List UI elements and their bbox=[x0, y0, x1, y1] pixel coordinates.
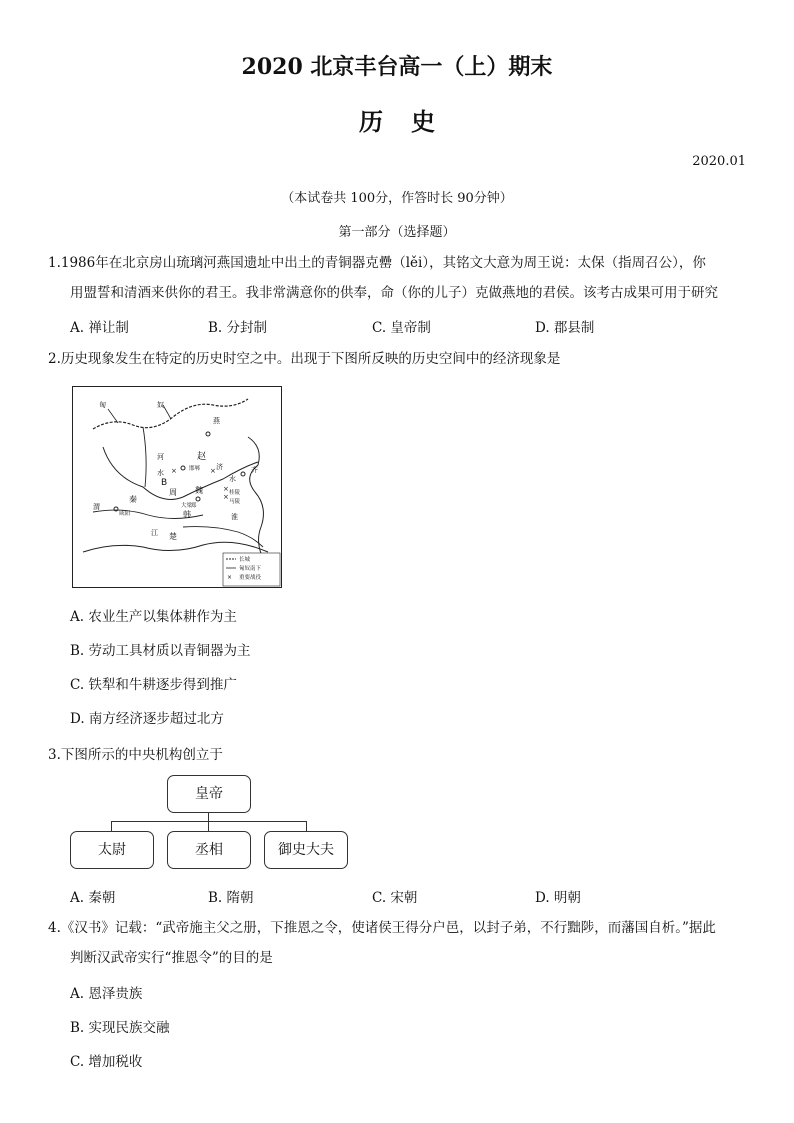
label-wei: 魏 bbox=[195, 486, 203, 495]
connector bbox=[111, 821, 307, 822]
battle-mark: × bbox=[210, 467, 216, 475]
q4-option-a[interactable]: A. 恩泽贵族 bbox=[70, 986, 143, 1002]
option-d[interactable]: D. 郡县制 bbox=[535, 320, 595, 336]
warring-states-map bbox=[72, 386, 282, 588]
subject-heading: 历史 bbox=[359, 107, 463, 136]
label-b: B bbox=[161, 478, 168, 488]
map-legend bbox=[223, 553, 280, 586]
label-guiling: 桂陵 bbox=[229, 490, 241, 496]
connector bbox=[111, 821, 112, 831]
question-2 bbox=[48, 344, 748, 374]
xiongnu-arrow bbox=[108, 409, 118, 423]
label-maling: 马陵 bbox=[229, 499, 241, 505]
connector bbox=[208, 821, 209, 831]
option-a[interactable]: A. 秦朝 bbox=[70, 890, 116, 906]
q2-option-b[interactable]: B. 劳动工具材质以青铜器为主 bbox=[70, 643, 251, 659]
label-xianyang: 咸阳 bbox=[119, 511, 131, 517]
label-zhao: 赵 bbox=[197, 452, 207, 462]
label-han: 韩 bbox=[183, 510, 191, 519]
city-dot bbox=[206, 432, 210, 436]
label-daliang: 大梁 bbox=[181, 503, 193, 509]
question-3-options bbox=[70, 886, 750, 910]
option-b[interactable]: B. 隋朝 bbox=[208, 890, 254, 906]
question-1 bbox=[48, 248, 748, 308]
label-shui2: 水 bbox=[229, 475, 236, 483]
connector bbox=[306, 821, 307, 831]
label-jiang: 江 bbox=[151, 529, 158, 537]
svg-text:×: × bbox=[227, 574, 233, 581]
option-c[interactable]: C. 宋朝 bbox=[372, 890, 418, 906]
option-d[interactable]: D. 明朝 bbox=[535, 890, 581, 906]
label-shui: 水 bbox=[157, 469, 164, 477]
q2-option-c[interactable]: C. 铁犁和牛耕逐步得到推广 bbox=[70, 677, 237, 693]
connector bbox=[208, 812, 209, 822]
question-4-line2: 判断汉武帝实行“推恩令”的目的是 bbox=[70, 950, 273, 966]
question-4 bbox=[48, 913, 748, 973]
label-qin: 秦 bbox=[129, 495, 137, 504]
exam-title: 2020 北京丰台高一（上）期末 bbox=[241, 54, 553, 80]
label-xiongnu-a: 匈 bbox=[99, 401, 106, 409]
city-dot bbox=[181, 466, 185, 470]
label-yan: 燕 bbox=[213, 417, 220, 425]
legend-wall: 长城 bbox=[239, 557, 251, 563]
label-zheng: 郑 bbox=[191, 503, 197, 509]
box-emperor: 皇帝 bbox=[167, 775, 251, 813]
section-heading: 第一部分（选择题） bbox=[338, 225, 456, 240]
great-wall-line bbox=[93, 399, 248, 429]
question-1-line1: 1.1986年在北京房山琉璃河燕国遗址中出土的青铜器克罍（lěi），其铭文大意为周王说：太保（指周召公），你 bbox=[48, 255, 706, 271]
city-dot bbox=[196, 497, 200, 501]
exam-info: （本试卷共 100分，作答时长 90分钟） bbox=[281, 191, 513, 206]
question-4-line1: 4.《汉书》记载：“武帝施主父之册，下推恩之令，使诸侯王得分户邑，以封子弟，不行黜陟，而藩国自析。”据此 bbox=[48, 920, 716, 936]
box-yushidafu: 御史大夫 bbox=[264, 831, 348, 869]
question-3-line1: 3.下图所示的中央机构创立于 bbox=[48, 747, 223, 763]
option-c[interactable]: C. 皇帝制 bbox=[372, 320, 431, 336]
label-zhou: 周 bbox=[169, 488, 177, 497]
q2-option-a[interactable]: A. 农业生产以集体耕作为主 bbox=[70, 609, 237, 625]
question-1-options bbox=[70, 316, 750, 340]
xiongnu-arrow bbox=[163, 405, 171, 419]
label-qi: 齐 bbox=[251, 466, 258, 474]
battle-mark: × bbox=[223, 493, 229, 501]
battle-mark: × bbox=[223, 485, 229, 493]
question-1-line2: 用盟誓和清酒来供你的君王。我非常满意你的供奉，命（你的儿子）克做燕地的君侯。该考古成果可用于研究 bbox=[70, 285, 718, 301]
label-xiongnu-b: 奴 bbox=[157, 401, 164, 409]
question-2-line1: 2.历史现象发生在特定的历史时空之中。出现于下图所反映的历史空间中的经济现象是 bbox=[48, 351, 561, 367]
label-chu: 楚 bbox=[169, 532, 177, 541]
box-chengxiang: 丞相 bbox=[167, 831, 251, 869]
legend-battle: 重要战役 bbox=[239, 575, 262, 581]
label-handan: 邯郸 bbox=[189, 466, 201, 472]
yangtze-river bbox=[83, 542, 268, 552]
option-a[interactable]: A. 禅让制 bbox=[70, 320, 129, 336]
battle-mark: × bbox=[171, 467, 177, 475]
huai-river bbox=[183, 527, 263, 547]
legend-xiongnu: 匈奴南下 bbox=[239, 566, 262, 572]
exam-date: 2020.01 bbox=[692, 154, 746, 169]
box-taiwei: 太尉 bbox=[70, 831, 154, 869]
label-he: 河 bbox=[157, 453, 164, 461]
q4-option-b[interactable]: B. 实现民族交融 bbox=[70, 1020, 170, 1036]
label-wei-river: 渭 bbox=[93, 503, 100, 511]
city-dot bbox=[241, 472, 245, 476]
map-figure bbox=[73, 387, 281, 587]
label-ji: 济 bbox=[216, 463, 223, 471]
river-branch bbox=[143, 427, 146, 487]
option-b[interactable]: B. 分封制 bbox=[208, 320, 268, 336]
q4-option-c[interactable]: C. 增加税收 bbox=[70, 1054, 143, 1070]
q2-option-d[interactable]: D. 南方经济逐步超过北方 bbox=[70, 711, 224, 727]
question-3 bbox=[48, 740, 748, 770]
label-huai: 淮 bbox=[231, 513, 238, 521]
